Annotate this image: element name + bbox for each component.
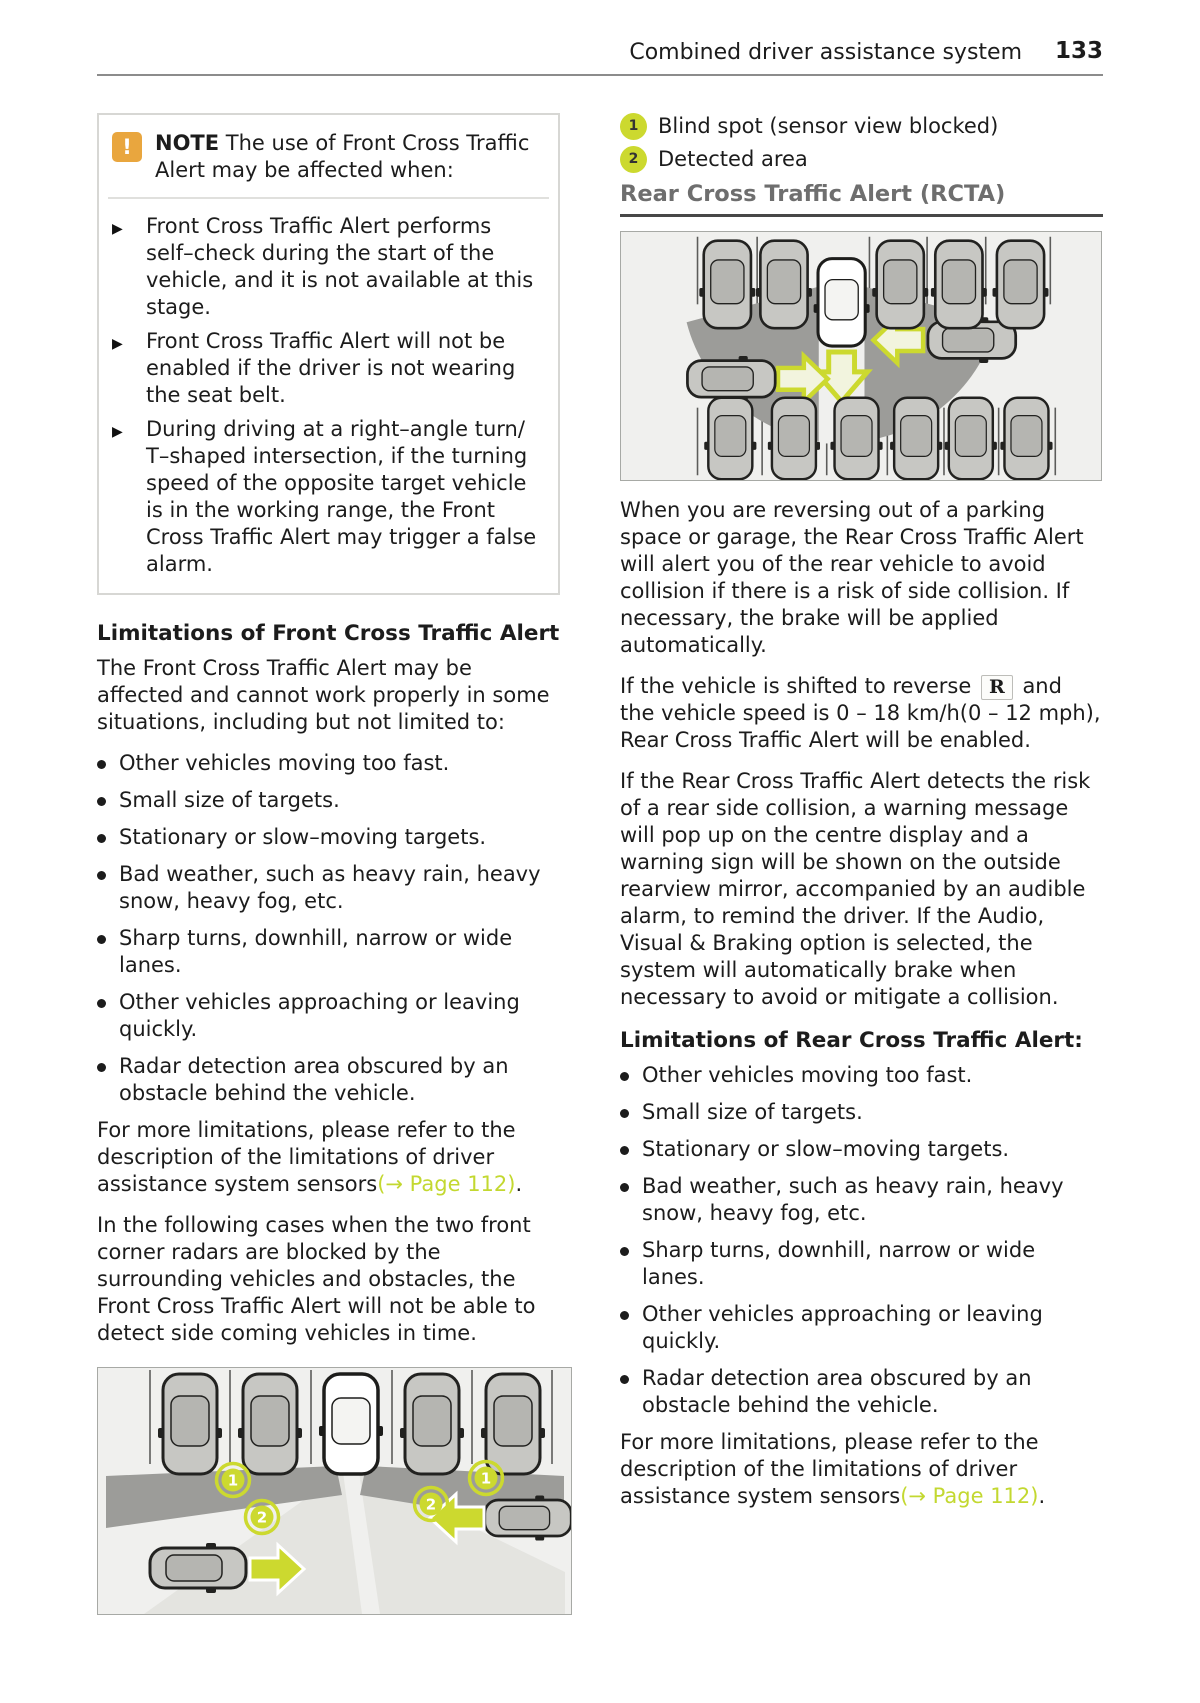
list-item: Bad weather, such as heavy rain, heavy snow, heavy fog, etc. — [97, 861, 560, 915]
bullet-icon — [97, 999, 106, 1008]
rcta-more-limitations: For more limitations, please refer to the description of the limitations of driver assistance system sensors(→ Page 112). — [620, 1430, 1046, 1508]
note-box — [97, 113, 560, 595]
rcta-heading: Rear Cross Traffic Alert (RCTA) — [620, 181, 1006, 207]
left-column — [97, 113, 560, 1615]
fcta-limitations-heading: Limitations of Front Cross Traffic Alert — [97, 621, 560, 646]
bullet-icon — [620, 1311, 629, 1320]
triangle-bullet-icon: ▶ — [112, 221, 123, 237]
list-item: Small size of targets. — [620, 1099, 1103, 1126]
bullet-icon — [97, 935, 106, 944]
bullet-icon — [620, 1247, 629, 1256]
list-item: Stationary or slow–moving targets. — [97, 824, 560, 851]
page-112-link[interactable]: (→ Page 112) — [900, 1484, 1039, 1508]
bullet-icon — [97, 1063, 106, 1072]
fcta-following-cases: In the following cases when the two front corner radars are blocked by the surrounding vehicles and obstacles, the Front Cross Traffic Alert will not be able to detect side coming vehicles in time. — [97, 1213, 536, 1345]
legend-item-blind-spot — [620, 113, 1103, 140]
parked-car-icon — [768, 398, 820, 479]
note-item: ▶ Front Cross Traffic Alert performs self–check during the start of the vehicle, and it is not available at this stage. — [112, 214, 534, 319]
page-112-link[interactable]: (→ Page 112) — [377, 1172, 516, 1196]
header-rule — [97, 74, 1103, 76]
fcta-figure — [97, 1367, 572, 1615]
fcta-more-limitations: For more limitations, please refer to the description of the limitations of driver assistance system sensors(→ Page 112). — [97, 1118, 523, 1196]
bullet-icon — [620, 1183, 629, 1192]
bullet-icon — [620, 1375, 629, 1384]
list-item: Other vehicles approaching or leaving quickly. — [97, 989, 560, 1043]
bullet-icon — [97, 797, 106, 806]
rcta-para-detects: If the Rear Cross Traffic Alert detects the risk of a rear side collision, a warning message will pop up on the centre display and a warning sign will be shown on the outside rearview mirror, accompanied by an audible alarm, to remind the driver. If the Audio, Visual & Braking option is selected, the system will automatically brake when necessary to avoid or mitigate a collision. — [620, 769, 1091, 1009]
fcta-illustration — [98, 1368, 571, 1614]
rcta-illustration — [621, 232, 1101, 480]
parked-car-icon — [158, 1374, 222, 1474]
svg-text:2: 2 — [425, 1495, 437, 1514]
bullet-icon — [97, 760, 106, 769]
note-label: NOTE — [155, 131, 220, 155]
bullet-icon — [97, 871, 106, 880]
triangle-bullet-icon: ▶ — [112, 424, 123, 440]
svg-text:1: 1 — [227, 1471, 239, 1490]
approaching-car-icon — [150, 1543, 246, 1593]
legend-item-detected-area — [620, 146, 1103, 173]
list-item: Small size of targets. — [97, 787, 560, 814]
note-divider — [108, 197, 549, 199]
legend-number-1: 1 — [620, 113, 647, 140]
legend-label: Detected area — [658, 147, 808, 171]
parked-car-icon — [1000, 398, 1052, 479]
list-item: Other vehicles moving too fast. — [97, 750, 560, 777]
legend-number-2: 2 — [620, 146, 647, 173]
note-item: ▶ Front Cross Traffic Alert will not be enabled if the driver is not wearing the seat belt. — [112, 329, 516, 407]
rcta-limitations-heading: Limitations of Rear Cross Traffic Alert: — [620, 1028, 1083, 1053]
parked-car-icon — [830, 398, 882, 479]
host-vehicle-icon — [814, 259, 870, 346]
list-item: Other vehicles approaching or leaving quickly. — [620, 1301, 1103, 1355]
triangle-bullet-icon: ▶ — [112, 336, 123, 352]
bullet-icon — [97, 834, 106, 843]
rcta-para-reverse-gear: If the vehicle is shifted to reverse R and the vehicle speed is 0 – 18 km/h(0 – 12 mph), Rear Cross Traffic Alert will be enabled. — [620, 674, 1101, 752]
fcta-limitations-intro: The Front Cross Traffic Alert may be affected and cannot work properly in some situations, including but not limited to: — [97, 656, 550, 734]
page-header-title: Combined driver assistance system — [629, 40, 1022, 65]
parked-car-icon — [931, 241, 987, 328]
svg-text:1: 1 — [480, 1469, 492, 1488]
page-number: 133 — [1054, 38, 1103, 64]
parked-car-icon — [993, 241, 1049, 328]
list-item: Sharp turns, downhill, narrow or wide lanes. — [620, 1237, 1103, 1291]
approaching-car-icon — [687, 356, 775, 402]
bullet-icon — [620, 1109, 629, 1118]
list-item: Radar detection area obscured by an obstacle behind the vehicle. — [620, 1365, 1103, 1419]
list-item: Stationary or slow–moving targets. — [620, 1136, 1103, 1163]
parked-car-icon — [238, 1374, 302, 1474]
parked-car-icon — [872, 241, 928, 328]
parked-car-icon — [890, 398, 942, 479]
list-item: Other vehicles moving too fast. — [620, 1062, 1103, 1089]
parked-car-icon — [756, 241, 812, 328]
list-item: Radar detection area obscured by an obstacle behind the vehicle. — [97, 1053, 560, 1107]
parked-car-icon — [945, 398, 997, 479]
list-item: Sharp turns, downhill, narrow or wide lanes. — [97, 925, 560, 979]
approaching-car-icon — [485, 1496, 571, 1541]
right-column — [620, 113, 1103, 1524]
parked-car-icon — [704, 398, 756, 479]
legend-label: Blind spot (sensor view blocked) — [658, 114, 999, 138]
rcta-heading-rule — [620, 214, 1103, 217]
bullet-icon — [620, 1146, 629, 1155]
host-vehicle-icon — [319, 1374, 383, 1474]
parked-car-icon — [400, 1374, 464, 1474]
rcta-para-reversing: When you are reversing out of a parking space or garage, the Rear Cross Traffic Alert will alert you of the rear vehicle to avoid collision if there is a risk of side collision. If necessary, the brake will be applied automatically. — [620, 498, 1084, 657]
note-exclamation-icon: ! — [112, 132, 142, 162]
svg-text:2: 2 — [256, 1508, 268, 1527]
rcta-figure — [620, 231, 1102, 481]
note-item: ▶ During driving at a right–angle turn/ T–shaped intersection, if the turning speed of the opposite target vehicle is in the working range, the Front Cross Traffic Alert may trigger a false alarm. — [112, 417, 537, 576]
bullet-icon — [620, 1072, 629, 1081]
parked-car-icon — [481, 1374, 545, 1474]
note-intro: NOTE The use of Front Cross Traffic Alert may be affected when: — [155, 131, 530, 182]
reverse-gear-badge: R — [981, 675, 1013, 700]
list-item: Bad weather, such as heavy rain, heavy snow, heavy fog, etc. — [620, 1173, 1103, 1227]
parked-car-icon — [699, 241, 755, 328]
